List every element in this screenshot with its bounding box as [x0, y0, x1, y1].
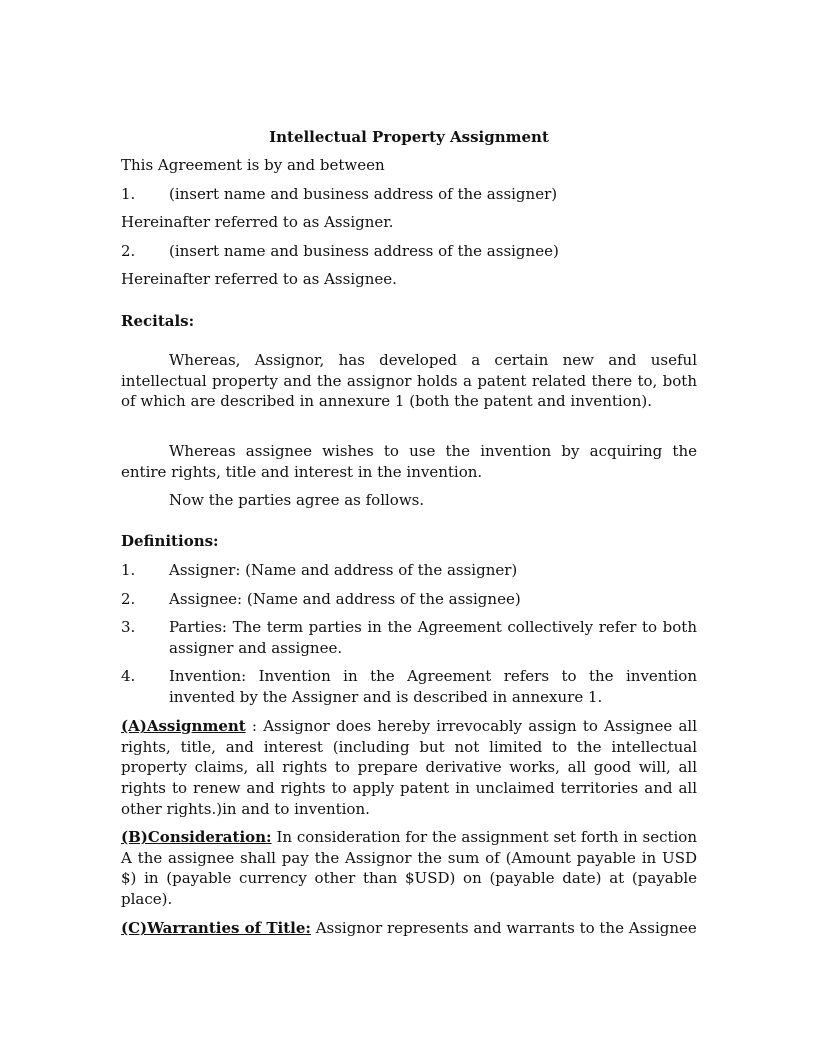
definition-number: 4.: [121, 667, 136, 685]
definition-number: 1.: [121, 561, 136, 579]
clause-warranties: [121, 918, 697, 939]
definition-number: 3.: [121, 618, 136, 636]
party-1-reference: Hereinafter referred to as Assigner.: [121, 213, 394, 231]
definition-text: Parties: The term parties in the Agreement collectively refer to both assigner and assignee.: [169, 618, 697, 657]
clause-text: Assignor represents and warrants to the Assignee: [310, 919, 697, 937]
party-2: [121, 241, 697, 262]
clause-assignment: [121, 716, 697, 820]
party-text: (insert name and business address of the assigner): [169, 185, 558, 203]
definition-text: Assignee: (Name and address of the assignee): [169, 590, 521, 608]
definition-number: 2.: [121, 590, 136, 608]
party-number: 1.: [121, 185, 136, 203]
clause-label: (B)Consideration:: [121, 828, 272, 846]
document-title: Intellectual Property Assignment: [269, 128, 549, 146]
definition-item: [121, 666, 697, 707]
definition-text: Invention: Invention in the Agreement refers to the invention invented by the Assigner and is described in annexure 1.: [169, 667, 697, 706]
recital-paragraph: Now the parties agree as follows.: [169, 491, 425, 509]
definition-item: [121, 560, 697, 581]
clause-text: : Assignor does hereby irrevocably assign to Assignee all rights, title, and interest (including but not limited to the intellectual property claims, all rights to prepare derivative works, all good will, all rights to renew and rights to apply patent in unclaimed territories and all other rights.)in and to invention.: [121, 717, 697, 818]
clause-consideration: [121, 827, 697, 910]
clause-text: In consideration for the assignment set forth in section A the assignee shall pay the Assignor the sum of (Amount payable in USD $) in (payable currency other than $USD) on (payable date) at (payable place).: [121, 828, 697, 909]
party-number: 2.: [121, 242, 136, 260]
definition-item: [121, 617, 697, 658]
recitals-heading: Recitals:: [121, 312, 195, 330]
party-2-reference: Hereinafter referred to as Assignee.: [121, 270, 397, 288]
party-text: (insert name and business address of the assignee): [169, 242, 559, 260]
recital-paragraph: Whereas assignee wishes to use the invention by acquiring the entire rights, title and interest in the invention.: [121, 442, 697, 481]
definition-text: Assigner: (Name and address of the assigner): [169, 561, 518, 579]
definition-item: [121, 589, 697, 610]
party-1: [121, 184, 697, 205]
clause-label: (A)Assignment: [121, 717, 246, 735]
intro-text: This Agreement is by and between: [121, 156, 385, 174]
definitions-heading: Definitions:: [121, 532, 219, 550]
recital-paragraph: Whereas, Assignor, has developed a certain new and useful intellectual property and the assignor holds a patent related there to, both of which are described in annexure 1 (both the patent and invention).: [121, 351, 697, 411]
clause-label: (C)Warranties of Title:: [121, 919, 311, 937]
